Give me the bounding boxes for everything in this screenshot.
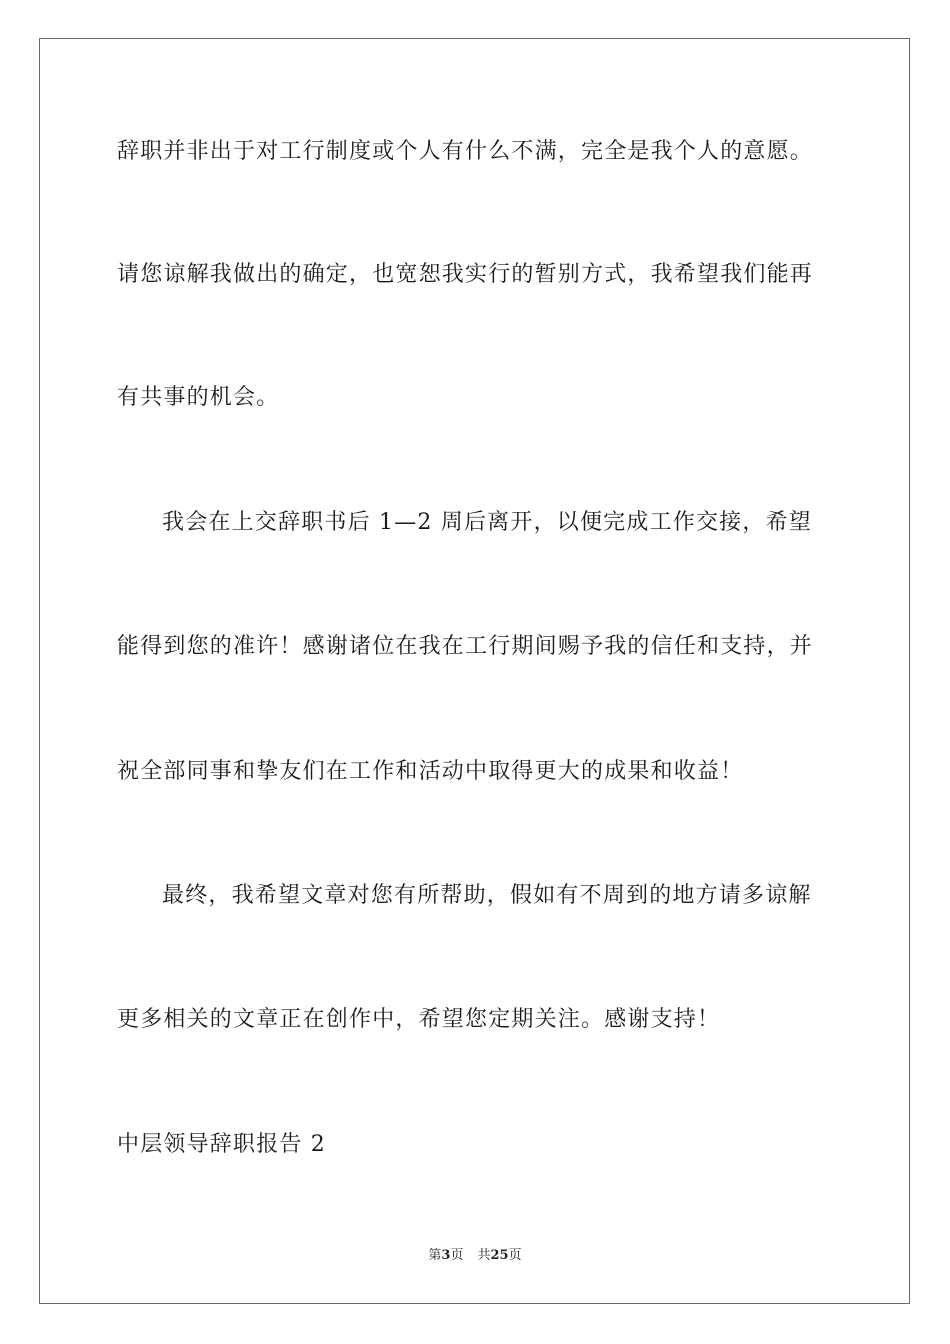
total-prefix: 共 [477,1248,491,1263]
total-suffix: 页 [508,1248,522,1263]
page-number: 3 [441,1248,451,1263]
body-line-7: 最终，我希望文章对您有所帮助，假如有不周到的地方请多谅解 [162,883,812,908]
section-heading: 中层领导辞职报告 2 [117,1132,326,1157]
body-line-5: 能得到您的准许！感谢诸位在我在工行期间赐予我的信任和支持，并 [117,634,814,659]
page-footer [0,1247,950,1265]
total-pages: 25 [490,1248,509,1263]
body-line-6: 祝全部同事和挚友们在工作和活动中取得更大的成果和收益！ [117,759,744,784]
body-line-4: 我会在上交辞职书后 1—2 周后离开，以便完成工作交接，希望 [162,510,812,535]
body-line-3: 有共事的机会。 [117,385,280,410]
body-line-2: 请您谅解我做出的确定，也宽恕我实行的暂别方式，我希望我们能再 [117,262,814,287]
page-border [39,38,910,1304]
body-line-8: 更多相关的文章正在创作中，希望您定期关注。感谢支持！ [117,1007,721,1032]
page-prefix: 第 [428,1248,442,1263]
page-suffix: 页 [450,1248,464,1263]
body-line-1: 辞职并非出于对工行制度或个人有什么不满，完全是我个人的意愿。 [117,139,814,164]
